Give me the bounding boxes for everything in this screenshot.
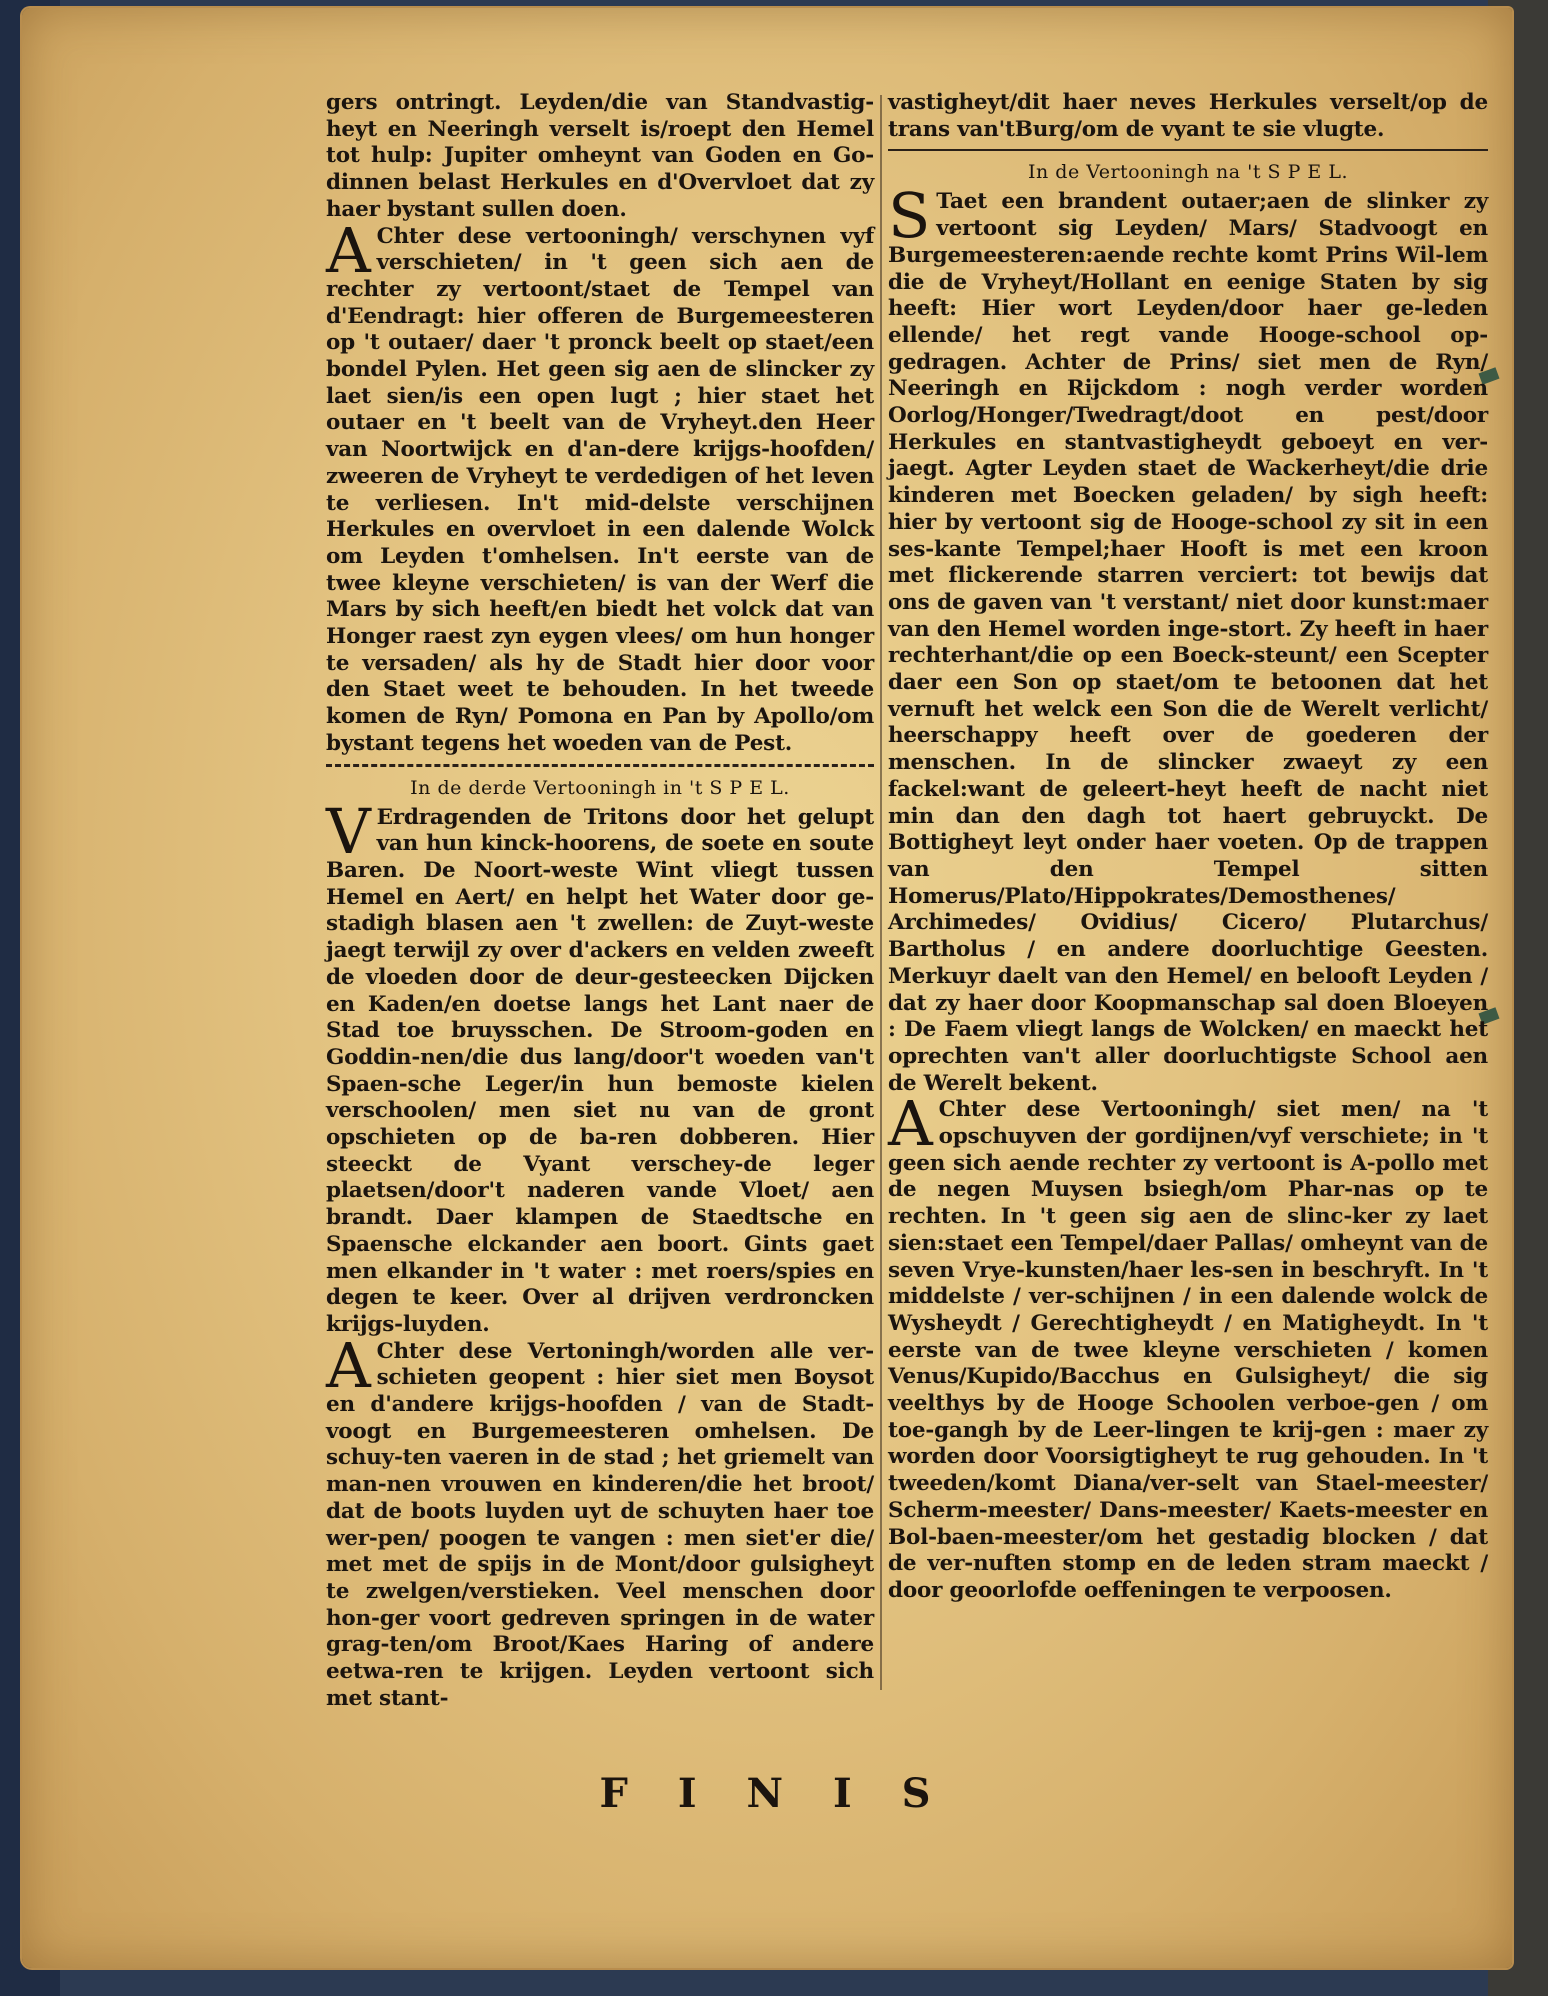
- paragraph-text: Chter dese Vertoningh/worden alle ver-schieten geopent : hier siet men Boysot en d'andere krijgs-hoofden / van de Stadt-voogt en Burgemeesteren omhelsen. De schuy-ten vaeren in de stad ; het griemelt van man-nen vrouwen en kinderen/die het broot/ dat de boots luyden uyt de schuyten haer toe wer-pen/ poogen te vangen : men siet'er die/ met met de spijs in de Mont/door gulsigheyt te zwelgen/verstieken. Veel menschen door hon-ger voort gedreven springen in de water grag-ten/om Broot/Kaes Haring of andere eetwa-ren te krijgen. Leyden vertoont sich met stant-: [326, 1338, 874, 1711]
- left-paragraph-3: [326, 794, 874, 1339]
- section-rule: [326, 764, 874, 767]
- left-column: [326, 90, 874, 1712]
- left-paragraph-4: [326, 1328, 874, 1713]
- drop-cap: A: [326, 213, 371, 287]
- paragraph-text: Erdragenden de Tritons door het gelupt van hun kinck-hoorens, de soete en soute Baren. De Noort-weste Wint vliegt tussen Hemel en Aert/ en helpt het Water door ge-stadigh blasen aen 't zwellen: de Zuyt-weste jaegt terwijl zy over d'ackers en velden zweeft de vloeden door de deur-gesteecken Dijcken en Kaden/en doetse langs het Lant naer de Stad toe bruysschen. De Stroom-goden en Goddin-nen/die dus lang/door't woeden van't Spaen-sche Leger/in hun bemoste kielen verschoolen/ men siet nu van de gront opschieten op de ba-ren dobberen. Hier steeckt de Vyant verschey-de leger plaetsen/door't naderen vande Vloet/ aen brandt. Daer klampen de Staedtsche en Spaensche elckander aen boort. Gints gaet men elkander in 't water : met roers/spies en degen te keer. Over al drijven verdroncken krijgs-luyden.: [326, 804, 874, 1337]
- column-divider: [880, 95, 882, 1690]
- paragraph-text: Chter dese Vertooningh/ siet men/ na 't opschuyven der gordijnen/vyf verschiete; in 't geen sich aende rechter zy vertoont is A-pollo met de negen Muysen bsiegh/om Phar-nas op te rechten. In 't geen sig aen de slinc-ker zy laet sien:staet een Tempel/daer Pallas/ omheynt van de seven Vrye-kunsten/haer les-sen in beschryft. In 't middelste / ver-schijnen / in een dalende wolck de Wysheydt / Gerechtigheydt / en Matigheydt. In 't eerste van de twee kleyne verschieten / komen Venus/Kupido/Bacchus en Gulsigheyt/ die sig veelthys by de Hooge Schoolen verboe-gen / om toe-gangh by de Leer-lingen te krij-gen : maer zy worden door Voorsigtigheyt te rug gehouden. In 't tweeden/komt Diana/ver-selt van Stael-meester/ Scherm-meester/ Dans-meester/ Kaets-meester en Bol-baen-meester/om het gestadig blocken / dat de ver-nuften stomp en de leden stram maeckt / door geoorlofde oeffeningen te verpoosen.: [888, 1097, 1488, 1603]
- drop-cap: S: [888, 179, 931, 253]
- section-heading: In de derde Vertooningh in 't S P E L.: [410, 776, 790, 799]
- section-heading: In de Vertooningh na 't S P E L.: [1028, 161, 1348, 184]
- right-paragraph-1: vastigheyt/dit haer neves Herkules verselt/op de trans van'tBurg/om de vyant te sie vlugte.: [888, 90, 1488, 142]
- right-column: [888, 90, 1488, 1605]
- right-paragraph-3: [888, 1087, 1488, 1604]
- drop-cap: A: [326, 1328, 371, 1402]
- drop-cap: A: [888, 1087, 933, 1161]
- drop-cap: V: [326, 794, 371, 868]
- paragraph-text: Taet een brandent outaer;aen de slinker zy vertoont sig Leyden/ Mars/ Stadvoogt en Burgemeesteren:aende rechte komt Prins Wil-lem die de Vryheyt/Hollant en eenige Staten by sig heeft: Hier wort Leyden/door haer ge-leden ellende/ het regt vande Hooge-school op-gedragen. Achter de Prins/ siet men de Ryn/ Neeringh en Rijckdom : nogh verder worden Oorlog/Honger/Twedragt/doot en pest/door Herkules en stantvastigheydt geboeyt en ver-jaegt. Agter Leyden staet de Wackerheyt/die drie kinderen met Boecken geladen/ by sigh heeft: hier by vertoont sig de Hooge-school zy sit in een ses-kante Tempel;haer Hooft is met een kroon met flickerende starren verciert: tot bewijs dat ons de gaven van 't verstant/ niet door kunst:maer van den Hemel worden inge-stort. Zy heeft in haer rechterhant/die op een Boeck-steunt/ een Scepter daer een Son op staet/om te betoonen dat het vernuft het welck een Son die de Werelt verlicht/ heerschappy heeft over de goederen der menschen. In de slincker zwaeyt zy een fackel:want de geleert-heyt heeft de nacht niet min dan den dagh tot haert gebruyckt. De Bottigheyt leyt onder haer voeten. Op de trappen van den Tempel sitten Homerus/Plato/Hippokrates/Demosthenes/ Archimedes/ Ovidius/ Cicero/ Plutarchus/ Bartholus / en andere doorluchtige Geesten. Merkuyr daelt van den Hemel/ en belooft Leyden / dat zy haer door Koopmanschap sal doen Bloeyen : De Faem vliegt langs de Wolcken/ en maeckt het oprechten van't aller doorluchtigste School aen de Werelt bekent.: [888, 189, 1488, 1096]
- section-rule: [888, 149, 1488, 151]
- right-paragraph-2: [888, 179, 1488, 1097]
- left-paragraph-2: [326, 213, 874, 758]
- left-paragraph-1: gers ontringt. Leyden/die van Standvastig-heyt en Neeringh verselt is/roept den Hemel tot hulp: Jupiter omheynt van Goden en Go-dinnen belast Herkules en d'Overvloet dat zy haer bystant sullen doen.: [326, 90, 874, 222]
- paragraph-text: Chter dese vertooningh/ verschynen vyf verschieten/ in 't geen sich aen de rechter zy vertoont/staet de Tempel van d'Eendragt: hier offeren de Burgemeesteren op 't outaer/ daer 't pronck beelt op staet/een bondel Pylen. Het geen sig aen de slincker zy laet sien/is een open lugt ; hier staet het outaer en 't beelt van de Vryheyt.den Heer van Noortwijck en d'an-dere krijgs-hoofden/ zweeren de Vryheyt te verdedigen of het leven te verliesen. In't mid-delste verschijnen Herkules en overvloet in een dalende Wolck om Leyden t'omhelsen. In't eerste van de twee kleyne verschieten/ is van der Werf die Mars by sich heeft/en biedt het volck dat van Honger raest zyn eygen vlees/ om hun honger te versaden/ als hy de Stadt hier door voor den Staet weet te behouden. In het tweede komen de Ryn/ Pomona en Pan by Apollo/om bystant tegens het woeden van de Pest.: [326, 223, 874, 756]
- finis-text: F I N I S: [599, 1770, 949, 1817]
